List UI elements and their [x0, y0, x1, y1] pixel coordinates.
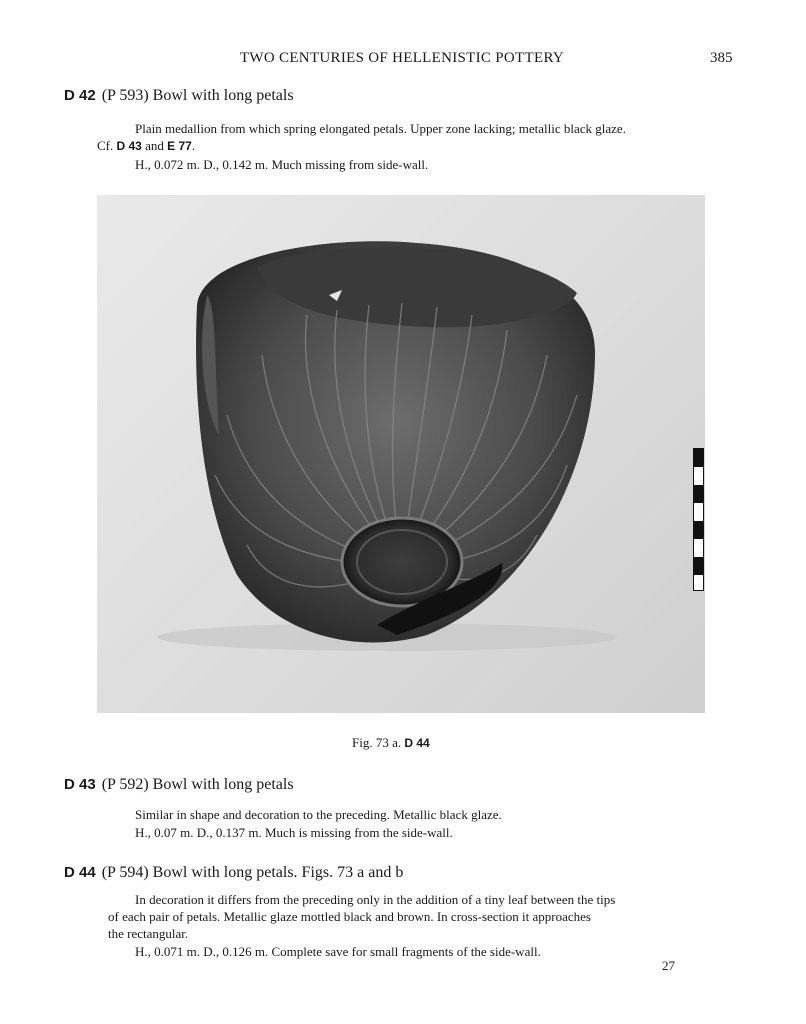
entry-title: Bowl with long petals.	[152, 864, 298, 881]
signature-mark: 27	[662, 958, 675, 973]
cf-prefix: Cf.	[97, 138, 114, 153]
entry-dimensions: H., 0.07 m. D., 0.137 m. Much is missing from the side-wall.	[135, 825, 453, 840]
catalogue-number: D 43	[64, 776, 96, 793]
entry-crossref	[97, 137, 195, 155]
crossref-and: and	[145, 138, 164, 153]
running-head: TWO CENTURIES OF HELLENISTIC POTTERY	[239, 50, 565, 66]
catalogue-number: D 42	[64, 87, 96, 104]
entry-description-line-2: of each pair of petals. Metallic glaze mottled black and brown. In cross-section it approaches	[108, 909, 591, 924]
bowl-illustration	[97, 195, 705, 713]
crossref-d43: D 43	[116, 139, 142, 153]
entry-heading-d44	[64, 864, 403, 882]
inventory-number: (P 592)	[101, 776, 149, 793]
inventory-number: (P 594)	[101, 864, 149, 881]
entry-dimensions: H., 0.072 m. D., 0.142 m. Much missing from side-wall.	[135, 157, 429, 172]
bowl-photograph	[97, 195, 705, 713]
caption-figure: Fig. 73 a.	[352, 735, 402, 750]
entry-description: Plain medallion from which spring elongated petals. Upper zone lacking; metallic black glaze.	[135, 121, 626, 136]
inventory-number: (P 593)	[101, 87, 149, 104]
entry-heading-d42	[64, 87, 294, 105]
entry-title: Bowl with long petals	[152, 87, 294, 104]
scale-bar	[693, 448, 704, 591]
entry-description-line-3: the rectangular.	[108, 926, 189, 941]
caption-catalogue-ref: D 44	[404, 736, 430, 750]
entry-heading-d43	[64, 776, 294, 794]
crossref-period: .	[191, 138, 196, 153]
catalogue-number: D 44	[64, 864, 96, 881]
page-number: 385	[710, 50, 733, 66]
crossref-e77: E 77	[167, 139, 192, 153]
entry-description: Similar in shape and decoration to the preceding. Metallic black glaze.	[135, 807, 502, 822]
entry-dimensions: H., 0.071 m. D., 0.126 m. Complete save for small fragments of the side-wall.	[135, 944, 541, 959]
figure-reference: Figs. 73 a and b	[301, 864, 404, 881]
entry-title: Bowl with long petals	[152, 776, 294, 793]
figure-caption	[352, 735, 430, 751]
entry-description-line-1: In decoration it differs from the preceding only in the addition of a tiny leaf between the tips	[135, 892, 616, 907]
